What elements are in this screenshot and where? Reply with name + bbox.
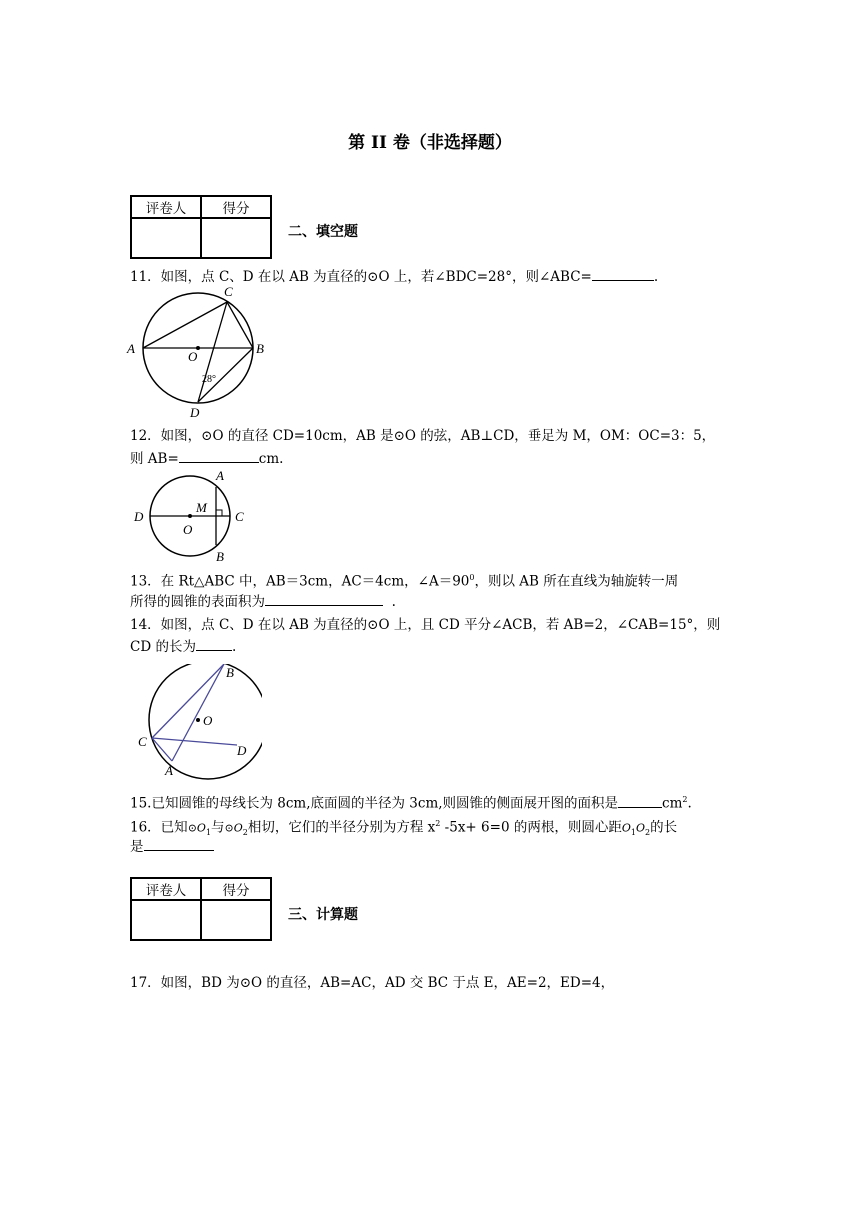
o2-letter: O: [635, 821, 645, 835]
question-16-line2: [130, 836, 214, 858]
question-15-text: 15.已知圆锥的母线长为 8cm,底面圆的半径为 3cm,则圆锥的侧面展开图的面积是: [130, 795, 619, 812]
label-a: A: [216, 468, 224, 483]
answer-blank-14[interactable]: [196, 636, 232, 651]
label-m: M: [196, 500, 207, 515]
label-d: D: [237, 743, 247, 758]
question-14-line2: [130, 636, 236, 658]
q16-part1: 16．已知: [130, 819, 188, 836]
question-14-line1: 14．如图，点 C、D 在以 AB 为直径的⊙O 上，且 CD 平分∠ACB，若 AB=2，∠CAB=15°，则: [130, 617, 721, 633]
o2-sub: 2: [644, 828, 651, 838]
question-12-pre: 则 AB=: [130, 451, 179, 467]
unit-sup: 2: [682, 795, 688, 804]
question-14-end: .: [231, 639, 237, 655]
question-12-post: cm.: [258, 451, 284, 467]
label-d: D: [190, 405, 200, 420]
sub-1: 1: [205, 828, 212, 838]
question-11-end: .: [653, 269, 659, 285]
figure-14: [132, 664, 262, 780]
score-cell[interactable]: [201, 218, 271, 258]
label-b: B: [226, 665, 234, 680]
answer-blank-16[interactable]: [144, 836, 214, 851]
circle-o1: ⊙O: [187, 821, 206, 835]
question-11-text: 11．如图，点 C、D 在以 AB 为直径的⊙O 上，若∠BDC=28°，则∠ABC=: [130, 269, 592, 285]
score-header-2: 得分: [201, 878, 271, 900]
label-o: O: [188, 349, 198, 364]
question-15: [130, 789, 692, 815]
q16-line2-text: 是: [130, 839, 144, 855]
question-13-pre2: 所得的圆锥的表面积为: [130, 594, 265, 610]
q16-part2: 与: [211, 819, 225, 836]
question-13-post: ，则以 AB 所在直线为轴旋转一周: [474, 573, 679, 590]
section-heading-calc: 三、计算题: [288, 907, 358, 923]
answer-blank-12[interactable]: [179, 448, 259, 463]
sub-2: 2: [242, 828, 248, 838]
label-c: C: [224, 284, 233, 299]
score-table-2: [130, 877, 272, 941]
grader-cell[interactable]: [131, 218, 201, 258]
section-heading-fill-in: 二、填空题: [288, 224, 358, 240]
label-b: B: [216, 549, 224, 564]
q16-part5: 的长: [650, 819, 678, 836]
answer-blank-11[interactable]: [592, 266, 654, 281]
degree-sup: 0: [469, 573, 475, 582]
question-12-line1: 12．如图，⊙O 的直径 CD=10cm，AB 是⊙O 的弦，AB⊥CD，垂足为 M，OM：OC=3：5，: [130, 428, 716, 444]
label-a: A: [127, 341, 135, 356]
label-c: C: [235, 509, 244, 524]
o1-letter: O: [621, 821, 631, 835]
figure-11: [124, 284, 274, 424]
label-a: A: [165, 763, 173, 778]
question-13-end: .: [391, 594, 396, 610]
grader-header: 评卷人: [131, 196, 201, 218]
score-cell-2[interactable]: [201, 900, 271, 940]
answer-blank-15[interactable]: [618, 793, 662, 808]
angle-label: 28°: [202, 374, 216, 385]
q16-part4: -5x+ 6=0 的两根，则圆心距: [444, 819, 622, 836]
question-14-pre: CD 的长为: [130, 639, 196, 655]
question-13-line2: [130, 591, 396, 613]
label-d: D: [134, 509, 144, 524]
o1-sub: 1: [630, 828, 636, 838]
q16-part3: 相切，它们的半径分别为方程 x: [247, 819, 436, 836]
sup-2: 2: [435, 819, 441, 828]
grader-cell-2[interactable]: [131, 900, 201, 940]
question-17: 17．如图，BD 为⊙O 的直径，AB=AC，AD 交 BC 于点 E，AE=2，ED=4，: [130, 975, 615, 991]
question-15-end: .: [687, 795, 692, 812]
figure-12: [128, 466, 258, 566]
label-o: O: [203, 713, 213, 728]
grader-header-2: 评卷人: [131, 878, 201, 900]
question-13-line1: [130, 567, 678, 593]
label-c: C: [138, 734, 147, 749]
circle-o2: ⊙O: [224, 821, 243, 835]
question-13-pre: 13．在 Rt△ABC 中，AB＝3cm，AC＝4cm，∠A＝90: [130, 573, 470, 590]
label-o: O: [183, 522, 193, 537]
page-title: 第 II 卷（非选择题）: [348, 133, 512, 153]
score-header: 得分: [201, 196, 271, 218]
label-b: B: [256, 341, 264, 356]
score-table: [130, 195, 272, 259]
unit-cm: cm: [662, 795, 683, 812]
answer-blank-13[interactable]: [265, 591, 383, 606]
